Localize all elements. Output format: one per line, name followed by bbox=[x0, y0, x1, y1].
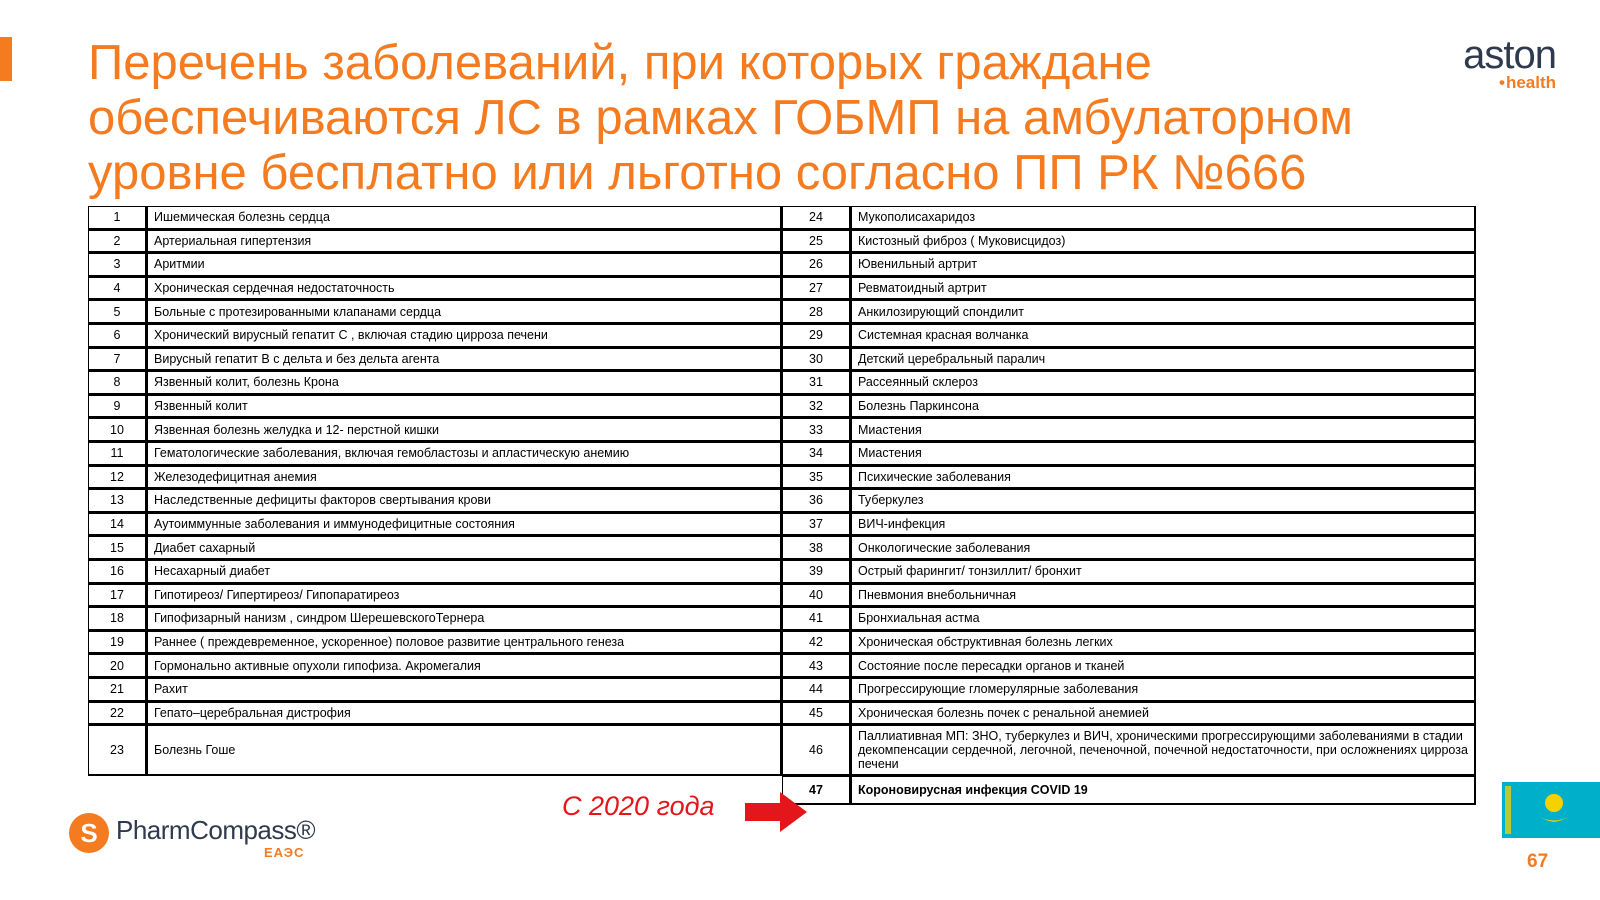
table-cell-number: 8 bbox=[88, 371, 147, 395]
table-cell-number: 31 bbox=[782, 371, 851, 395]
table-cell-disease: Язвенная болезнь желудка и 12- перстной кишки bbox=[147, 418, 782, 442]
aston-health-logo bbox=[1446, 33, 1556, 92]
table-cell-number: 11 bbox=[88, 442, 147, 466]
table-cell-disease: Артериальная гипертензия bbox=[147, 230, 782, 254]
title-line-1: Перечень заболеваний, при которых граждане bbox=[88, 36, 1152, 90]
table-cell-number: 33 bbox=[782, 418, 851, 442]
table-cell-disease: Ревматоидный артрит bbox=[851, 277, 1476, 301]
table-cell-disease: Бронхиальная астма bbox=[851, 607, 1476, 631]
table-cell-disease: Язвенный колит, болезнь Крона bbox=[147, 371, 782, 395]
table-cell-disease: Гипотиреоз/ Гипертиреоз/ Гипопаратиреоз bbox=[147, 584, 782, 608]
table-cell-number: 46 bbox=[782, 725, 851, 776]
table-cell-disease: Аритмии bbox=[147, 253, 782, 277]
table-cell-number: 25 bbox=[782, 230, 851, 254]
table-cell-disease: Психические заболевания bbox=[851, 466, 1476, 490]
table-cell-disease: Гормонально активные опухоли гипофиза. Акромегалия bbox=[147, 654, 782, 678]
table-cell-number: 12 bbox=[88, 466, 147, 490]
table-cell-disease: Короновирусная инфекция COVID 19 bbox=[851, 776, 1476, 805]
table-cell-disease: Хронический вирусный гепатит С , включая стадию цирроза печени bbox=[147, 324, 782, 348]
table-cell-number: 9 bbox=[88, 395, 147, 419]
table-cell-number: 3 bbox=[88, 253, 147, 277]
table-cell-disease: Гематологические заболевания, включая гемобластозы и апластическую анемию bbox=[147, 442, 782, 466]
pharmcompass-logo bbox=[68, 812, 338, 862]
table-cell-disease: Острый фарингит/ тонзиллит/ бронхит bbox=[851, 560, 1476, 584]
table-cell-disease: Анкилозирующий спондилит bbox=[851, 300, 1476, 324]
table-cell-number: 4 bbox=[88, 277, 147, 301]
table-cell-number: 19 bbox=[88, 631, 147, 655]
table-cell-number: 24 bbox=[782, 206, 851, 230]
table-cell-disease: Хроническая сердечная недостаточность bbox=[147, 277, 782, 301]
table-cell-disease: Онкологические заболевания bbox=[851, 536, 1476, 560]
table-cell-number: 14 bbox=[88, 513, 147, 537]
table-cell-number: 42 bbox=[782, 631, 851, 655]
table-cell-number: 47 bbox=[782, 776, 851, 805]
table-cell-number: 18 bbox=[88, 607, 147, 631]
right-arrow-icon bbox=[745, 792, 807, 832]
table-cell-disease: Несахарный диабет bbox=[147, 560, 782, 584]
table-cell-disease: Рахит bbox=[147, 678, 782, 702]
table-cell-disease: Хроническая обструктивная болезнь легких bbox=[851, 631, 1476, 655]
table-cell-number: 36 bbox=[782, 489, 851, 513]
table-cell-disease: Состояние после пересадки органов и тканей bbox=[851, 654, 1476, 678]
table-cell-disease: Туберкулез bbox=[851, 489, 1476, 513]
table-cell-disease: Детский церебральный паралич bbox=[851, 348, 1476, 372]
table-cell-disease: Прогрессирующие гломерулярные заболевания bbox=[851, 678, 1476, 702]
table-cell-number: 22 bbox=[88, 702, 147, 726]
aston-logo-sub: • health bbox=[1446, 74, 1556, 92]
table-cell-number: 30 bbox=[782, 348, 851, 372]
pharmcompass-logo-sub: ЕАЭС bbox=[264, 845, 305, 860]
table-cell-disease: Миастения bbox=[851, 418, 1476, 442]
table-cell-disease: Раннее ( преждевременное, ускоренное) половое развитие центрального генеза bbox=[147, 631, 782, 655]
title-line-2: обеспечиваются ЛС в рамках ГОБМП на амбулаторном bbox=[88, 91, 1353, 145]
table-cell-number: 44 bbox=[782, 678, 851, 702]
table-cell-disease: Болезнь Гоше bbox=[147, 725, 782, 776]
table-cell-number: 40 bbox=[782, 584, 851, 608]
svg-text:S: S bbox=[80, 818, 98, 848]
table-cell-number: 10 bbox=[88, 418, 147, 442]
table-cell-disease: Системная красная волчанка bbox=[851, 324, 1476, 348]
table-cell-number: 2 bbox=[88, 230, 147, 254]
table-cell-number: 16 bbox=[88, 560, 147, 584]
table-cell-number: 20 bbox=[88, 654, 147, 678]
table-cell-number: 17 bbox=[88, 584, 147, 608]
table-cell-number: 26 bbox=[782, 253, 851, 277]
table-cell-number: 29 bbox=[782, 324, 851, 348]
table-cell-number: 21 bbox=[88, 678, 147, 702]
compass-icon bbox=[68, 812, 110, 854]
table-cell-number: 35 bbox=[782, 466, 851, 490]
table-cell-disease: Гипофизарный нанизм , синдром ШерешевскогоТернера bbox=[147, 607, 782, 631]
table-cell-number: 38 bbox=[782, 536, 851, 560]
table-cell-number: 23 bbox=[88, 725, 147, 776]
table-cell-disease: Мукополисахаридоз bbox=[851, 206, 1476, 230]
table-cell-disease: Вирусный гепатит В с дельта и без дельта агента bbox=[147, 348, 782, 372]
table-cell-disease: Ишемическая болезнь сердца bbox=[147, 206, 782, 230]
table-cell-number: 5 bbox=[88, 300, 147, 324]
table-cell-disease: Диабет сахарный bbox=[147, 536, 782, 560]
table-cell-disease: Болезнь Паркинсона bbox=[851, 395, 1476, 419]
table-cell-number: 7 bbox=[88, 348, 147, 372]
aston-logo-word: aston bbox=[1463, 33, 1556, 77]
table-cell-number: 27 bbox=[782, 277, 851, 301]
table-cell-disease: Железодефицитная анемия bbox=[147, 466, 782, 490]
disease-table bbox=[88, 206, 1503, 812]
table-cell-number: 15 bbox=[88, 536, 147, 560]
table-cell-disease: Паллиативная МП: ЗНО, туберкулез и ВИЧ, хроническими прогрессирующими заболеваниями в стадии декомпенсации сердечной, легочной, печеночной, почечной недостаточности, при осложнениях цирроза печени bbox=[851, 725, 1476, 776]
since-2020-note: С 2020 года bbox=[562, 791, 715, 821]
page-number: 67 bbox=[1527, 851, 1549, 872]
pharmcompass-logo-word: PharmCompass® bbox=[116, 815, 316, 845]
slide-title bbox=[88, 36, 1488, 201]
table-cell-number: 43 bbox=[782, 654, 851, 678]
table-cell-disease: Миастения bbox=[851, 442, 1476, 466]
table-cell-disease: Ювенильный артрит bbox=[851, 253, 1476, 277]
kazakhstan-flag-icon bbox=[1502, 782, 1600, 838]
table-cell-disease: Аутоиммунные заболевания и иммунодефицитные состояния bbox=[147, 513, 782, 537]
table-cell-number: 37 bbox=[782, 513, 851, 537]
table-cell-disease: Больные с протезированными клапанами сердца bbox=[147, 300, 782, 324]
table-cell-number: 13 bbox=[88, 489, 147, 513]
table-cell-disease: Хроническая болезнь почек с ренальной анемией bbox=[851, 702, 1476, 726]
table-cell-disease: Кистозный фиброз ( Муковисцидоз) bbox=[851, 230, 1476, 254]
table-cell-number: 41 bbox=[782, 607, 851, 631]
table-cell-number: 28 bbox=[782, 300, 851, 324]
table-cell-disease: Язвенный колит bbox=[147, 395, 782, 419]
table-cell-disease: Гепато–церебральная дистрофия bbox=[147, 702, 782, 726]
table-cell-disease: Рассеянный склероз bbox=[851, 371, 1476, 395]
table-cell-disease: Наследственные дефициты факторов свертывания крови bbox=[147, 489, 782, 513]
table-cell-number: 1 bbox=[88, 206, 147, 230]
title-line-3: уровне бесплатно или льготно согласно ПП РК №666 bbox=[88, 146, 1307, 200]
table-cell-number: 32 bbox=[782, 395, 851, 419]
table-cell-disease: ВИЧ-инфекция bbox=[851, 513, 1476, 537]
table-cell-number: 34 bbox=[782, 442, 851, 466]
table-cell-number: 45 bbox=[782, 702, 851, 726]
table-cell-number: 6 bbox=[88, 324, 147, 348]
accent-bar bbox=[0, 37, 12, 81]
table-cell-disease: Пневмония внебольничная bbox=[851, 584, 1476, 608]
table-cell-number: 39 bbox=[782, 560, 851, 584]
